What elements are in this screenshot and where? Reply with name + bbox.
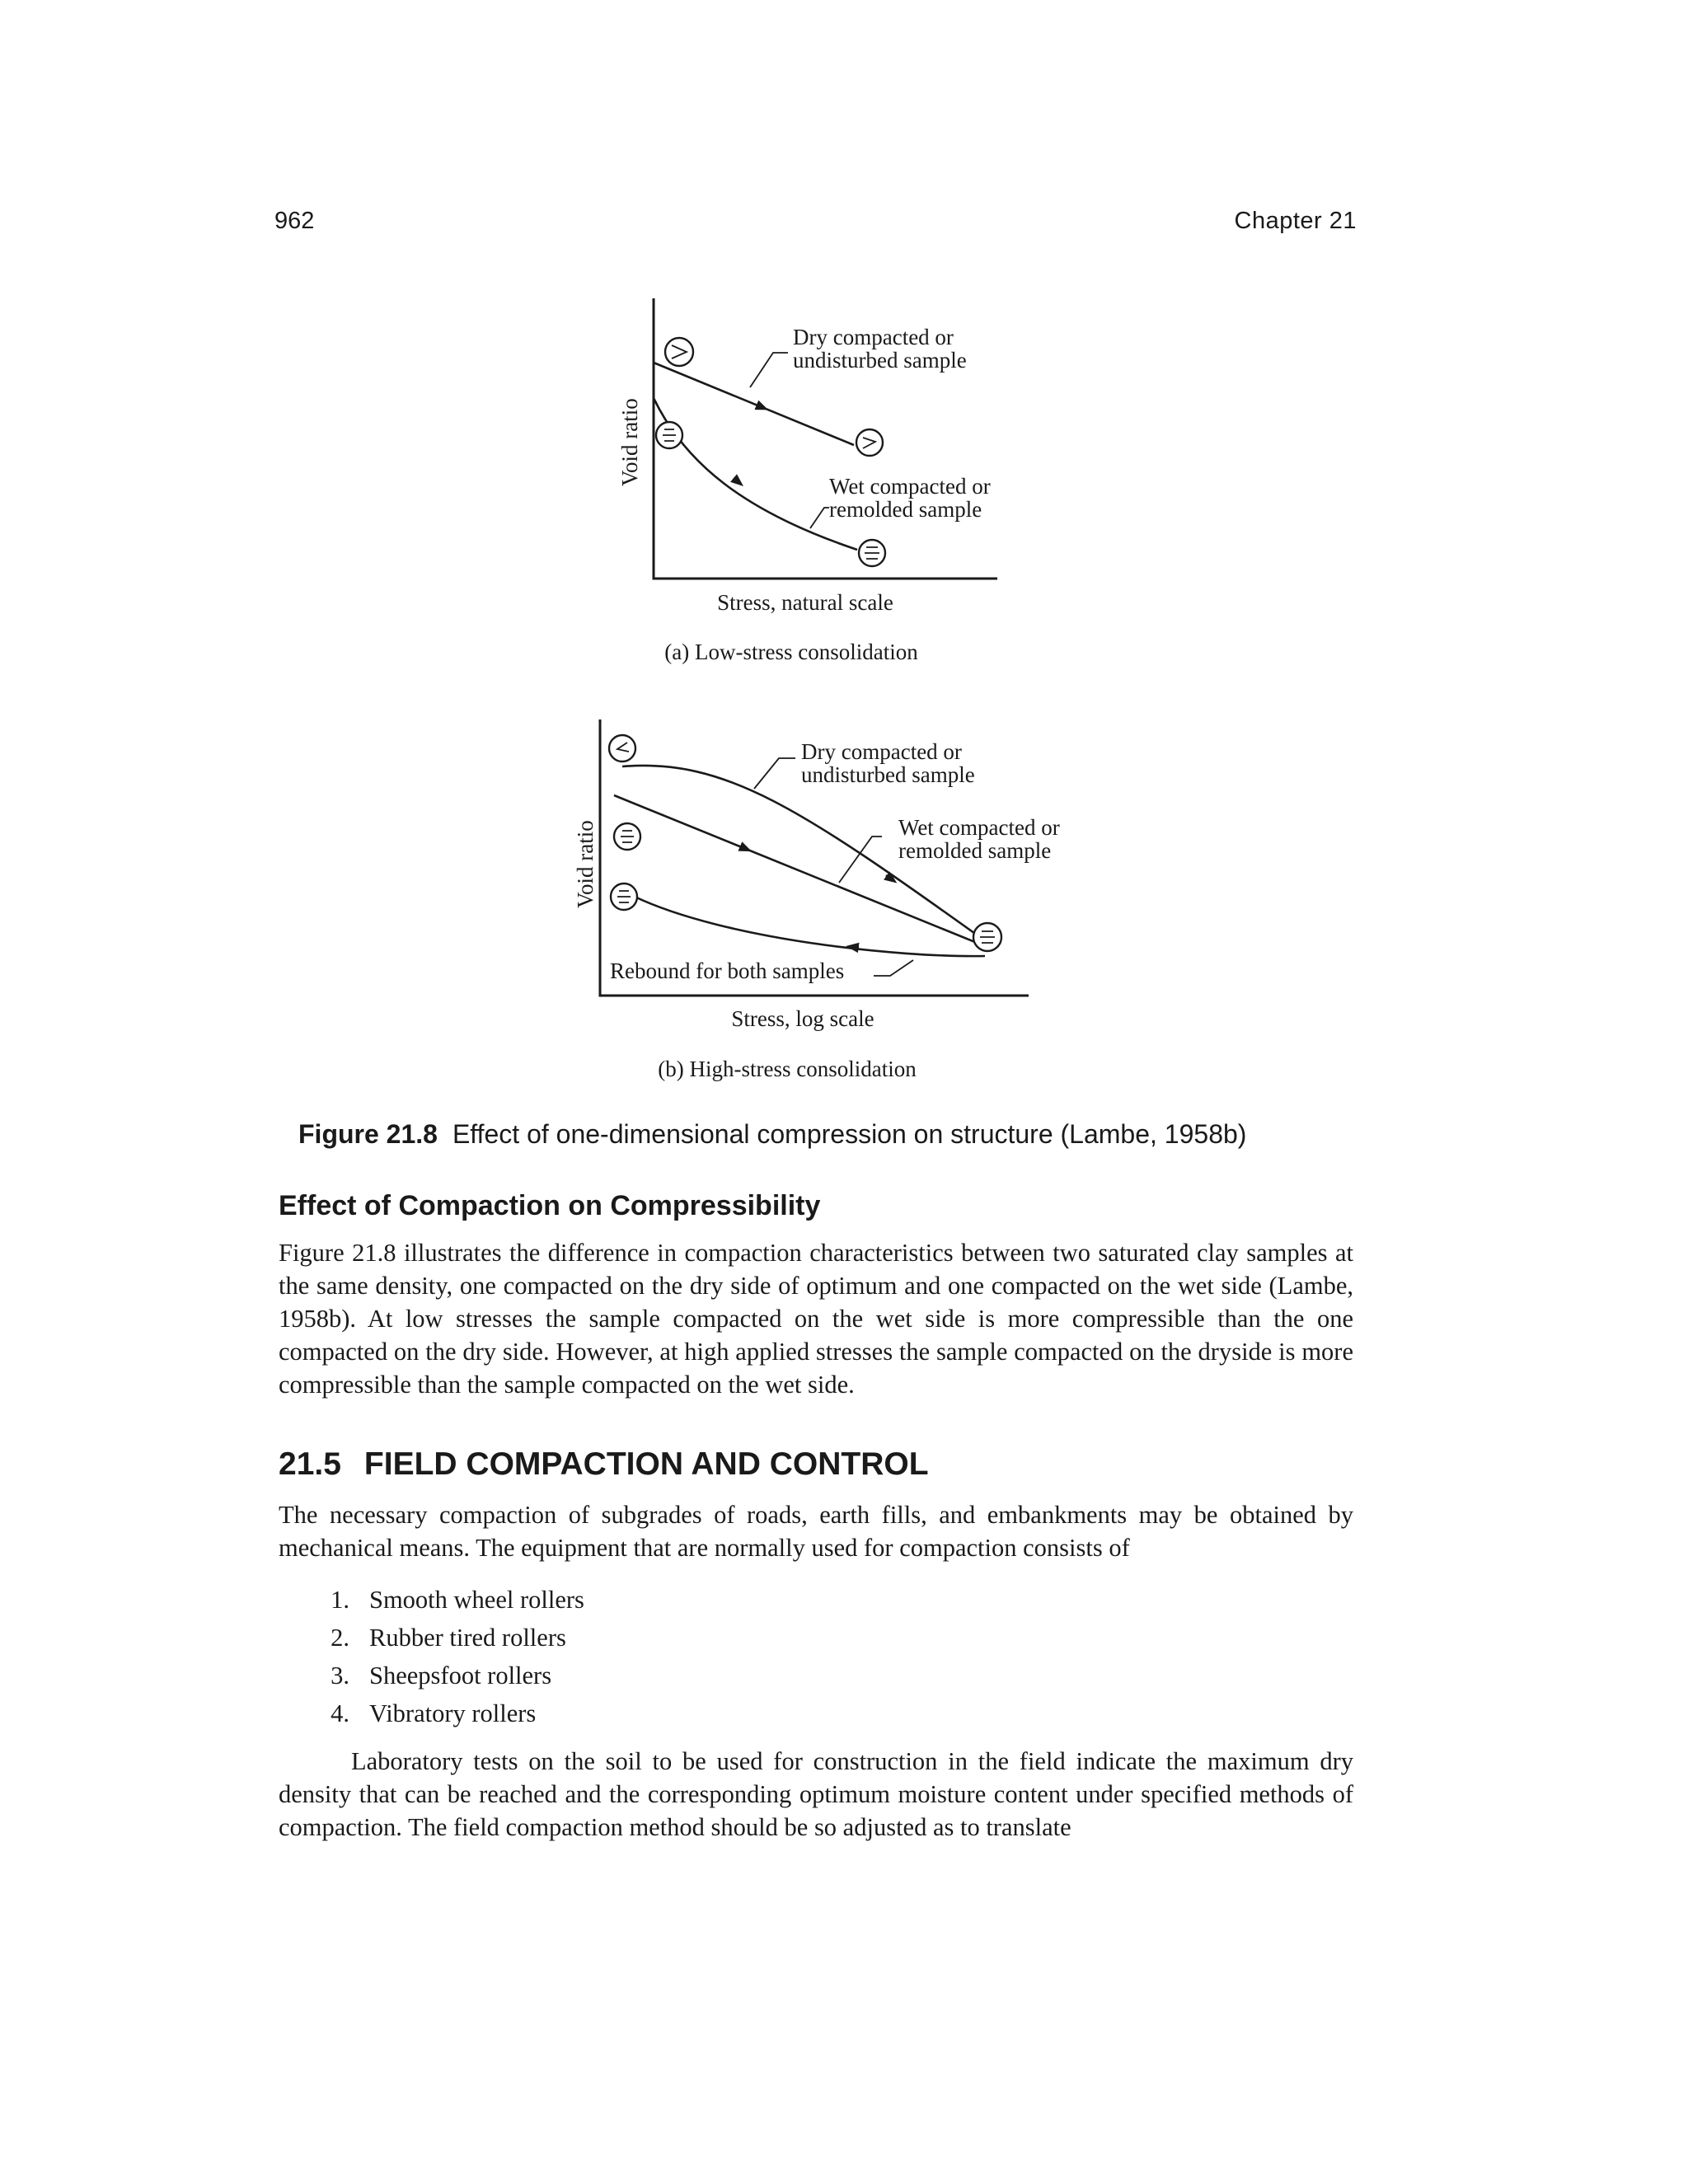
panel-b-dry-start-symbol [609, 735, 635, 762]
panel-a-dry-label-line1: Dry compacted or [793, 325, 954, 349]
list-item: 1. Smooth wheel rollers [331, 1586, 584, 1614]
list-item: 3. Sheepsfoot rollers [331, 1661, 552, 1690]
panel-a-dry-start-symbol [665, 338, 693, 366]
panel-b-rebound-label: Rebound for both samples [610, 958, 845, 983]
equipment-list [316, 1581, 584, 1732]
panel-b-wet-start-symbol [614, 823, 640, 850]
figure-panel-a [577, 293, 1039, 672]
paragraph-field-compaction: The necessary compaction of subgrades of roads, earth fills, and embankments may be obtained by mechanical means. The equipment that are normally used for compaction consists of [279, 1501, 1353, 1562]
figure-caption-text: Effect of one-dimensional compression on structure (Lambe, 1958b) [452, 1119, 1247, 1149]
panel-b-xlabel: Stress, log scale [731, 1006, 874, 1031]
list-item: 2. Rubber tired rollers [331, 1624, 566, 1652]
section-number: 21.5 [279, 1446, 341, 1482]
panel-b-caption: (b) High-stress consolidation [658, 1057, 917, 1081]
section-title: FIELD COMPACTION AND CONTROL [363, 1446, 929, 1482]
panel-a-wet-curve [654, 398, 857, 550]
panel-a-wet-label-line2: remolded sample [829, 497, 982, 522]
figure-panel-b [560, 713, 1104, 1092]
figure-caption-label: Figure 21.8 [298, 1119, 438, 1149]
paragraph-compressibility: Figure 21.8 illustrates the difference in compaction characteristics between two saturated clay samples at the same density, one compacted on the dry side of optimum and one compacted on the wet side (Lambe, 1958b). At low stresses the sample compacted on the wet side is more compressible than the one compacted on the dry side. However, at high applied stresses the sample compacted on the dryside is more compressible than the sample compacted on the wet side. [279, 1239, 1353, 1399]
panel-a-dry-curve [654, 363, 854, 445]
panel-a-xlabel: Stress, natural scale [717, 590, 893, 615]
panel-a-wet-label-line1: Wet compacted or [829, 474, 991, 499]
panel-a-caption: (a) Low-stress consolidation [664, 640, 918, 664]
running-head: Chapter 21 [1234, 208, 1357, 234]
section-subheading: Effect of Compaction on Compressibility [279, 1190, 821, 1221]
list-item: 4. Vibratory rollers [331, 1699, 537, 1727]
panel-b-end-symbol [973, 923, 1001, 951]
panel-a-wet-end-symbol [859, 540, 885, 566]
panel-b-rebound-symbol [611, 883, 637, 910]
panel-b-rebound-curve [635, 897, 985, 956]
page-number: 962 [274, 208, 315, 234]
panel-b-ylabel: Void ratio [573, 820, 598, 908]
section-heading [279, 1446, 929, 1483]
figure-caption [298, 1119, 1246, 1150]
panel-a-dry-end-symbol [856, 429, 883, 456]
panel-b-dry-label-line2: undisturbed sample [801, 762, 975, 787]
panel-a-ylabel: Void ratio [617, 398, 642, 486]
panel-b-wet-label-line2: remolded sample [898, 838, 1052, 863]
panel-a-dry-label-line2: undisturbed sample [793, 348, 967, 373]
paragraph-laboratory-tests: Laboratory tests on the soil to be used for construction in the field indicate the maximum dry density that can be reached and the corresponding optimum moisture content under specified methods of compaction. The field compaction method should be so adjusted as to translate [279, 1747, 1353, 1841]
panel-b-wet-label-line1: Wet compacted or [898, 815, 1060, 840]
panel-b-dry-label-line1: Dry compacted or [801, 739, 962, 764]
panel-a-wet-start-symbol [656, 422, 682, 448]
